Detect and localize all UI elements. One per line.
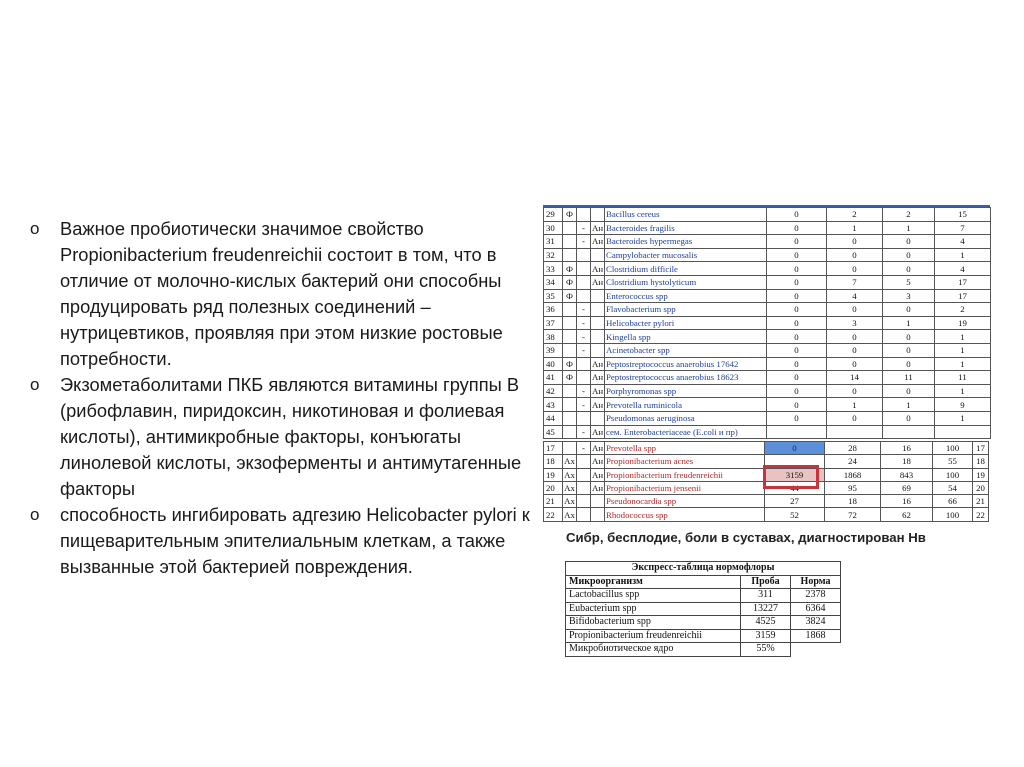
microorganism-name: Propionibacterium jensenii (605, 481, 765, 494)
row-name: Propionibacterium freudenreichii (566, 629, 741, 643)
table-cell: 21 (973, 495, 989, 508)
table-row (544, 275, 991, 289)
table-cell (577, 411, 591, 425)
table-cell: Ф (563, 275, 577, 289)
table-cell: 1 (935, 384, 991, 398)
table-cell: 5 (883, 275, 935, 289)
table-cell (563, 384, 577, 398)
table-cell (577, 248, 591, 262)
table-cell (563, 425, 577, 439)
table-cell: 55 (933, 455, 973, 468)
row-sample: 13227 (741, 602, 791, 616)
row-name: Eubacterium spp (566, 602, 741, 616)
microorganism-name: сем. Enterobacteriaceae (E.coli и пр) (605, 425, 767, 439)
table-cell: 44 (765, 481, 825, 494)
table-cell (577, 208, 591, 222)
table-cell (563, 398, 577, 412)
express-table (565, 561, 841, 657)
table-row (544, 425, 991, 439)
microorganism-name: Clostridium difficile (605, 262, 767, 276)
table-cell: 0 (767, 357, 827, 371)
table-cell: 0 (883, 262, 935, 276)
table-cell: 0 (765, 442, 825, 455)
table-cell: 22 (973, 508, 989, 521)
row-number: 44 (544, 411, 563, 425)
table-row (544, 398, 991, 412)
table-cell: 0 (767, 411, 827, 425)
microorganism-name: Bacillus cereus (605, 208, 767, 222)
row-number: 37 (544, 316, 563, 330)
microorganism-name: Bacteroides hypermegas (605, 235, 767, 249)
table-cell: Ф (563, 357, 577, 371)
table-cell: 14 (827, 371, 883, 385)
table-cell: Ан (592, 263, 604, 274)
table-cell: Ан (592, 469, 604, 480)
row-number: 38 (544, 330, 563, 344)
microorganism-name: Propionibacterium freudenreichii (605, 468, 765, 481)
table-cell: 1868 (825, 468, 881, 481)
table-cell: 1 (935, 411, 991, 425)
table-cell: 0 (827, 303, 883, 317)
row-number: 21 (544, 495, 563, 508)
table-cell: Ан (592, 386, 604, 397)
table-cell: Ан (592, 236, 604, 247)
table-cell: 7 (827, 275, 883, 289)
row-norm: 1868 (791, 629, 841, 643)
bullet-text: Экзометаболитами ПКБ являются витамины группы В (рибофлавин, пиридоксин, никотиновая и фолиевая кислоты), антимикробные факторы, конъюгаты линолевой кислоты, экзоферменты и антимутагенные факторы (60, 374, 522, 499)
header-microorganism: Микроорганизм (566, 575, 741, 589)
table-cell: 0 (883, 303, 935, 317)
table-cell (577, 508, 591, 521)
diagnosis-caption: Сибр, бесплодие, боли в суставах, диагностирован Нв (566, 530, 926, 545)
microorganism-name: Clostridium hystolyticum (605, 275, 767, 289)
row-number: 19 (544, 468, 563, 481)
table-cell: 0 (883, 384, 935, 398)
table-cell: Ах (564, 496, 575, 507)
table-cell (563, 442, 577, 455)
table-cell: 0 (883, 330, 935, 344)
table-cell: 0 (883, 411, 935, 425)
row-number: 30 (544, 221, 563, 235)
table-cell (591, 411, 605, 425)
table-cell: 1 (827, 398, 883, 412)
table-cell: Ах (564, 469, 575, 480)
row-number: 45 (544, 425, 563, 439)
table-cell: 0 (767, 316, 827, 330)
header-sample: Проба (741, 575, 791, 589)
table-row (544, 303, 991, 317)
highlight-box (763, 465, 819, 489)
table-cell: 0 (767, 275, 827, 289)
header-norm: Норма (791, 575, 841, 589)
microorganism-name: Prevotella spp (605, 442, 765, 455)
table-cell (577, 275, 591, 289)
table-cell: 0 (767, 384, 827, 398)
table-cell (577, 481, 591, 494)
table-cell: 0 (883, 357, 935, 371)
table-cell: - (577, 221, 591, 235)
table-cell: 0 (827, 343, 883, 357)
express-table-title: Экспресс-таблица нормофлоры (566, 562, 841, 576)
table-cell: Ах (564, 483, 575, 494)
table-cell: 54 (933, 481, 973, 494)
table-cell: 1 (935, 330, 991, 344)
table-cell (591, 208, 605, 222)
table-cell: Ф (563, 208, 577, 222)
table-row (544, 289, 991, 303)
microorganism-name: Peptostreptococcus anaerobius 18623 (605, 371, 767, 385)
table-row (566, 589, 841, 603)
table-cell: Ан (592, 222, 604, 233)
table-cell (563, 221, 577, 235)
table-cell: Ф (563, 371, 577, 385)
table-cell: 2 (883, 208, 935, 222)
row-number: 34 (544, 275, 563, 289)
table-cell: 0 (883, 235, 935, 249)
table-row (544, 330, 991, 344)
table-cell (563, 330, 577, 344)
table-cell (591, 248, 605, 262)
table-row (544, 371, 991, 385)
bullet-item (30, 216, 530, 372)
table-row (566, 629, 841, 643)
table-cell: Ф (563, 262, 577, 276)
table-cell: 9 (935, 398, 991, 412)
table-cell: 0 (767, 208, 827, 222)
table-cell: 100 (933, 468, 973, 481)
microorganism-name: Enterococcus spp (605, 289, 767, 303)
table-cell: 66 (933, 495, 973, 508)
table-cell: - (577, 425, 591, 439)
row-number: 33 (544, 262, 563, 276)
table-cell (591, 495, 605, 508)
table-cell: 0 (767, 303, 827, 317)
table-cell: 1 (883, 398, 935, 412)
row-norm: 2378 (791, 589, 841, 603)
table-cell: 0 (767, 371, 827, 385)
bullet-item (30, 372, 530, 502)
table-cell: Ан (592, 443, 604, 454)
table-cell: Ан (592, 277, 604, 288)
core-label: Микробиотическое ядро (566, 643, 741, 657)
table-cell: 28 (825, 442, 881, 455)
row-norm: 6364 (791, 602, 841, 616)
table-cell: 3 (827, 316, 883, 330)
bullet-marker: o (30, 219, 40, 238)
table-row (544, 442, 989, 455)
table-cell (563, 411, 577, 425)
table-cell (883, 425, 935, 439)
table-cell: 72 (825, 508, 881, 521)
bullet-text: Важное пробиотически значимое свойство Propionibacterium freudenreichii состоит в том, что в отличие от молочно-кислых бактерий они способны продуцировать ряд полезных соединений – нутрицевтиков, проявляя при этом низкие ростовые потребности. (60, 218, 503, 369)
table-cell (591, 343, 605, 357)
row-number: 18 (544, 455, 563, 468)
table-cell: 0 (827, 330, 883, 344)
table-cell: Ф (563, 289, 577, 303)
table-row (566, 602, 841, 616)
microorganism-name: Bacteroides fragilis (605, 221, 767, 235)
table-cell: 1 (935, 248, 991, 262)
table-cell: 1 (935, 357, 991, 371)
table-cell: 0 (827, 235, 883, 249)
row-name: Bifidobacterium spp (566, 616, 741, 630)
table-cell: 0 (767, 289, 827, 303)
table-cell: - (577, 316, 591, 330)
table-cell: 0 (767, 235, 827, 249)
table-row (544, 384, 991, 398)
table-cell: 18 (881, 455, 933, 468)
table-cell: Ах (564, 509, 575, 520)
table-cell: - (577, 384, 591, 398)
row-sample: 311 (741, 589, 791, 603)
table-cell: 1 (935, 343, 991, 357)
table-cell (563, 235, 577, 249)
table-cell: 100 (933, 442, 973, 455)
table-cell: Ан (592, 426, 604, 437)
table-cell: 3159 (765, 468, 825, 481)
bullet-text: способность ингибировать адгезию Helicobacter pylori к пищеварительным эпителиальным клеткам, а также вызванные этой бактерией повреждения. (60, 504, 530, 577)
table-cell (591, 303, 605, 317)
row-norm: 3824 (791, 616, 841, 630)
table-cell: 95 (825, 481, 881, 494)
microorganism-name: Acinetobacter spp (605, 343, 767, 357)
row-number: 39 (544, 343, 563, 357)
table-cell: 69 (881, 481, 933, 494)
bullet-list (30, 216, 530, 580)
table-cell (591, 508, 605, 521)
table-cell: 0 (827, 384, 883, 398)
microorganism-name: Rhodococcus spp (605, 508, 765, 521)
table-cell: 62 (881, 508, 933, 521)
table-cell (935, 425, 991, 439)
table-row (544, 235, 991, 249)
row-number: 29 (544, 208, 563, 222)
table-cell: 1 (827, 221, 883, 235)
row-number: 17 (544, 442, 563, 455)
microorganism-name: Pseudonocardia spp (605, 495, 765, 508)
table-cell (577, 495, 591, 508)
table-cell: 11 (883, 371, 935, 385)
table-row (544, 411, 991, 425)
table-row (544, 343, 991, 357)
core-row (566, 643, 841, 657)
table-row (544, 495, 989, 508)
microorganism-name: Propionibacterium acnes (605, 455, 765, 468)
table-cell: 2 (935, 303, 991, 317)
table-row (544, 316, 991, 330)
table-cell (577, 455, 591, 468)
row-number: 31 (544, 235, 563, 249)
table-cell: 0 (767, 398, 827, 412)
table-cell (591, 316, 605, 330)
microorganism-name: Helicobacter pylori (605, 316, 767, 330)
table-cell: Ан (592, 456, 604, 467)
table-cell: - (577, 235, 591, 249)
row-number: 42 (544, 384, 563, 398)
table-row (544, 357, 991, 371)
microorganism-name: Campylobacter mucosalis (605, 248, 767, 262)
table-cell (577, 289, 591, 303)
table-row (544, 221, 991, 235)
table-cell: - (577, 442, 591, 455)
row-number: 40 (544, 357, 563, 371)
table-cell: 0 (827, 262, 883, 276)
table-cell: - (577, 343, 591, 357)
row-number: 22 (544, 508, 563, 521)
table-cell: 4 (827, 289, 883, 303)
table-cell: 0 (767, 248, 827, 262)
table-cell: 17 (935, 289, 991, 303)
table-cell: 0 (767, 330, 827, 344)
table-cell: 20 (973, 481, 989, 494)
table-cell: 3 (883, 289, 935, 303)
table-cell: 0 (883, 343, 935, 357)
microbe-table-top (543, 207, 991, 439)
table-cell: - (577, 303, 591, 317)
table-cell: 0 (827, 411, 883, 425)
table-cell (577, 262, 591, 276)
microorganism-name: Pseudomonas aeruginosa (605, 411, 767, 425)
table-row (566, 616, 841, 630)
row-sample: 4525 (741, 616, 791, 630)
table-cell: 18 (973, 455, 989, 468)
table-cell (563, 316, 577, 330)
table-cell: Ах (564, 456, 575, 467)
table-row (544, 262, 991, 276)
table-cell: Ан (592, 372, 604, 383)
table-cell (563, 248, 577, 262)
table-cell (563, 303, 577, 317)
table-cell: - (577, 330, 591, 344)
table-cell (591, 330, 605, 344)
table-cell: 24 (825, 455, 881, 468)
row-number: 43 (544, 398, 563, 412)
microorganism-name: Porphyromonas spp (605, 384, 767, 398)
row-sample: 3159 (741, 629, 791, 643)
table-cell: 0 (767, 262, 827, 276)
table-cell (827, 425, 883, 439)
table-cell: 0 (883, 248, 935, 262)
table-cell (577, 371, 591, 385)
table-cell: 16 (881, 442, 933, 455)
microorganism-name: Prevotella ruminicola (605, 398, 767, 412)
table-cell (767, 425, 827, 439)
table-cell: 100 (933, 508, 973, 521)
table-row (544, 508, 989, 521)
table-cell: 0 (767, 221, 827, 235)
bullet-marker: o (30, 505, 40, 524)
bullet-item (30, 502, 530, 580)
table-cell: 2 (827, 208, 883, 222)
table-cell: 17 (973, 442, 989, 455)
row-number: 41 (544, 371, 563, 385)
table-cell: Ан (592, 399, 604, 410)
table-cell (591, 289, 605, 303)
table-cell (577, 468, 591, 481)
row-number: 32 (544, 248, 563, 262)
table-cell: 4 (935, 235, 991, 249)
table-cell: 7 (935, 221, 991, 235)
table-cell: 1 (883, 221, 935, 235)
row-number: 36 (544, 303, 563, 317)
table-cell: 15 (935, 208, 991, 222)
table-cell: 19 (935, 316, 991, 330)
microorganism-name: Kingella spp (605, 330, 767, 344)
table-cell (577, 357, 591, 371)
table-cell: Ан (592, 483, 604, 494)
table-cell: 16 (881, 495, 933, 508)
table-cell: 19 (973, 468, 989, 481)
core-value: 55% (741, 643, 791, 657)
table-cell: 52 (765, 508, 825, 521)
row-name: Lactobacillus spp (566, 589, 741, 603)
row-number: 35 (544, 289, 563, 303)
microorganism-name: Peptostreptococcus anaerobius 17642 (605, 357, 767, 371)
table-cell: 27 (765, 495, 825, 508)
table-cell: 0 (827, 248, 883, 262)
microorganism-name: Flavobacterium spp (605, 303, 767, 317)
table-cell: 0 (767, 343, 827, 357)
table-cell: 11 (935, 371, 991, 385)
table-cell: 843 (881, 468, 933, 481)
table-row (544, 208, 991, 222)
table-row (544, 248, 991, 262)
table-cell (563, 343, 577, 357)
table-cell: 4 (935, 262, 991, 276)
bullet-marker: o (30, 375, 40, 394)
table-cell: 18 (825, 495, 881, 508)
table-cell: 17 (935, 275, 991, 289)
table-cell: - (577, 398, 591, 412)
table-cell: 0 (827, 357, 883, 371)
table-cell: Ан (592, 358, 604, 369)
table-cell: 1 (883, 316, 935, 330)
row-number: 20 (544, 481, 563, 494)
